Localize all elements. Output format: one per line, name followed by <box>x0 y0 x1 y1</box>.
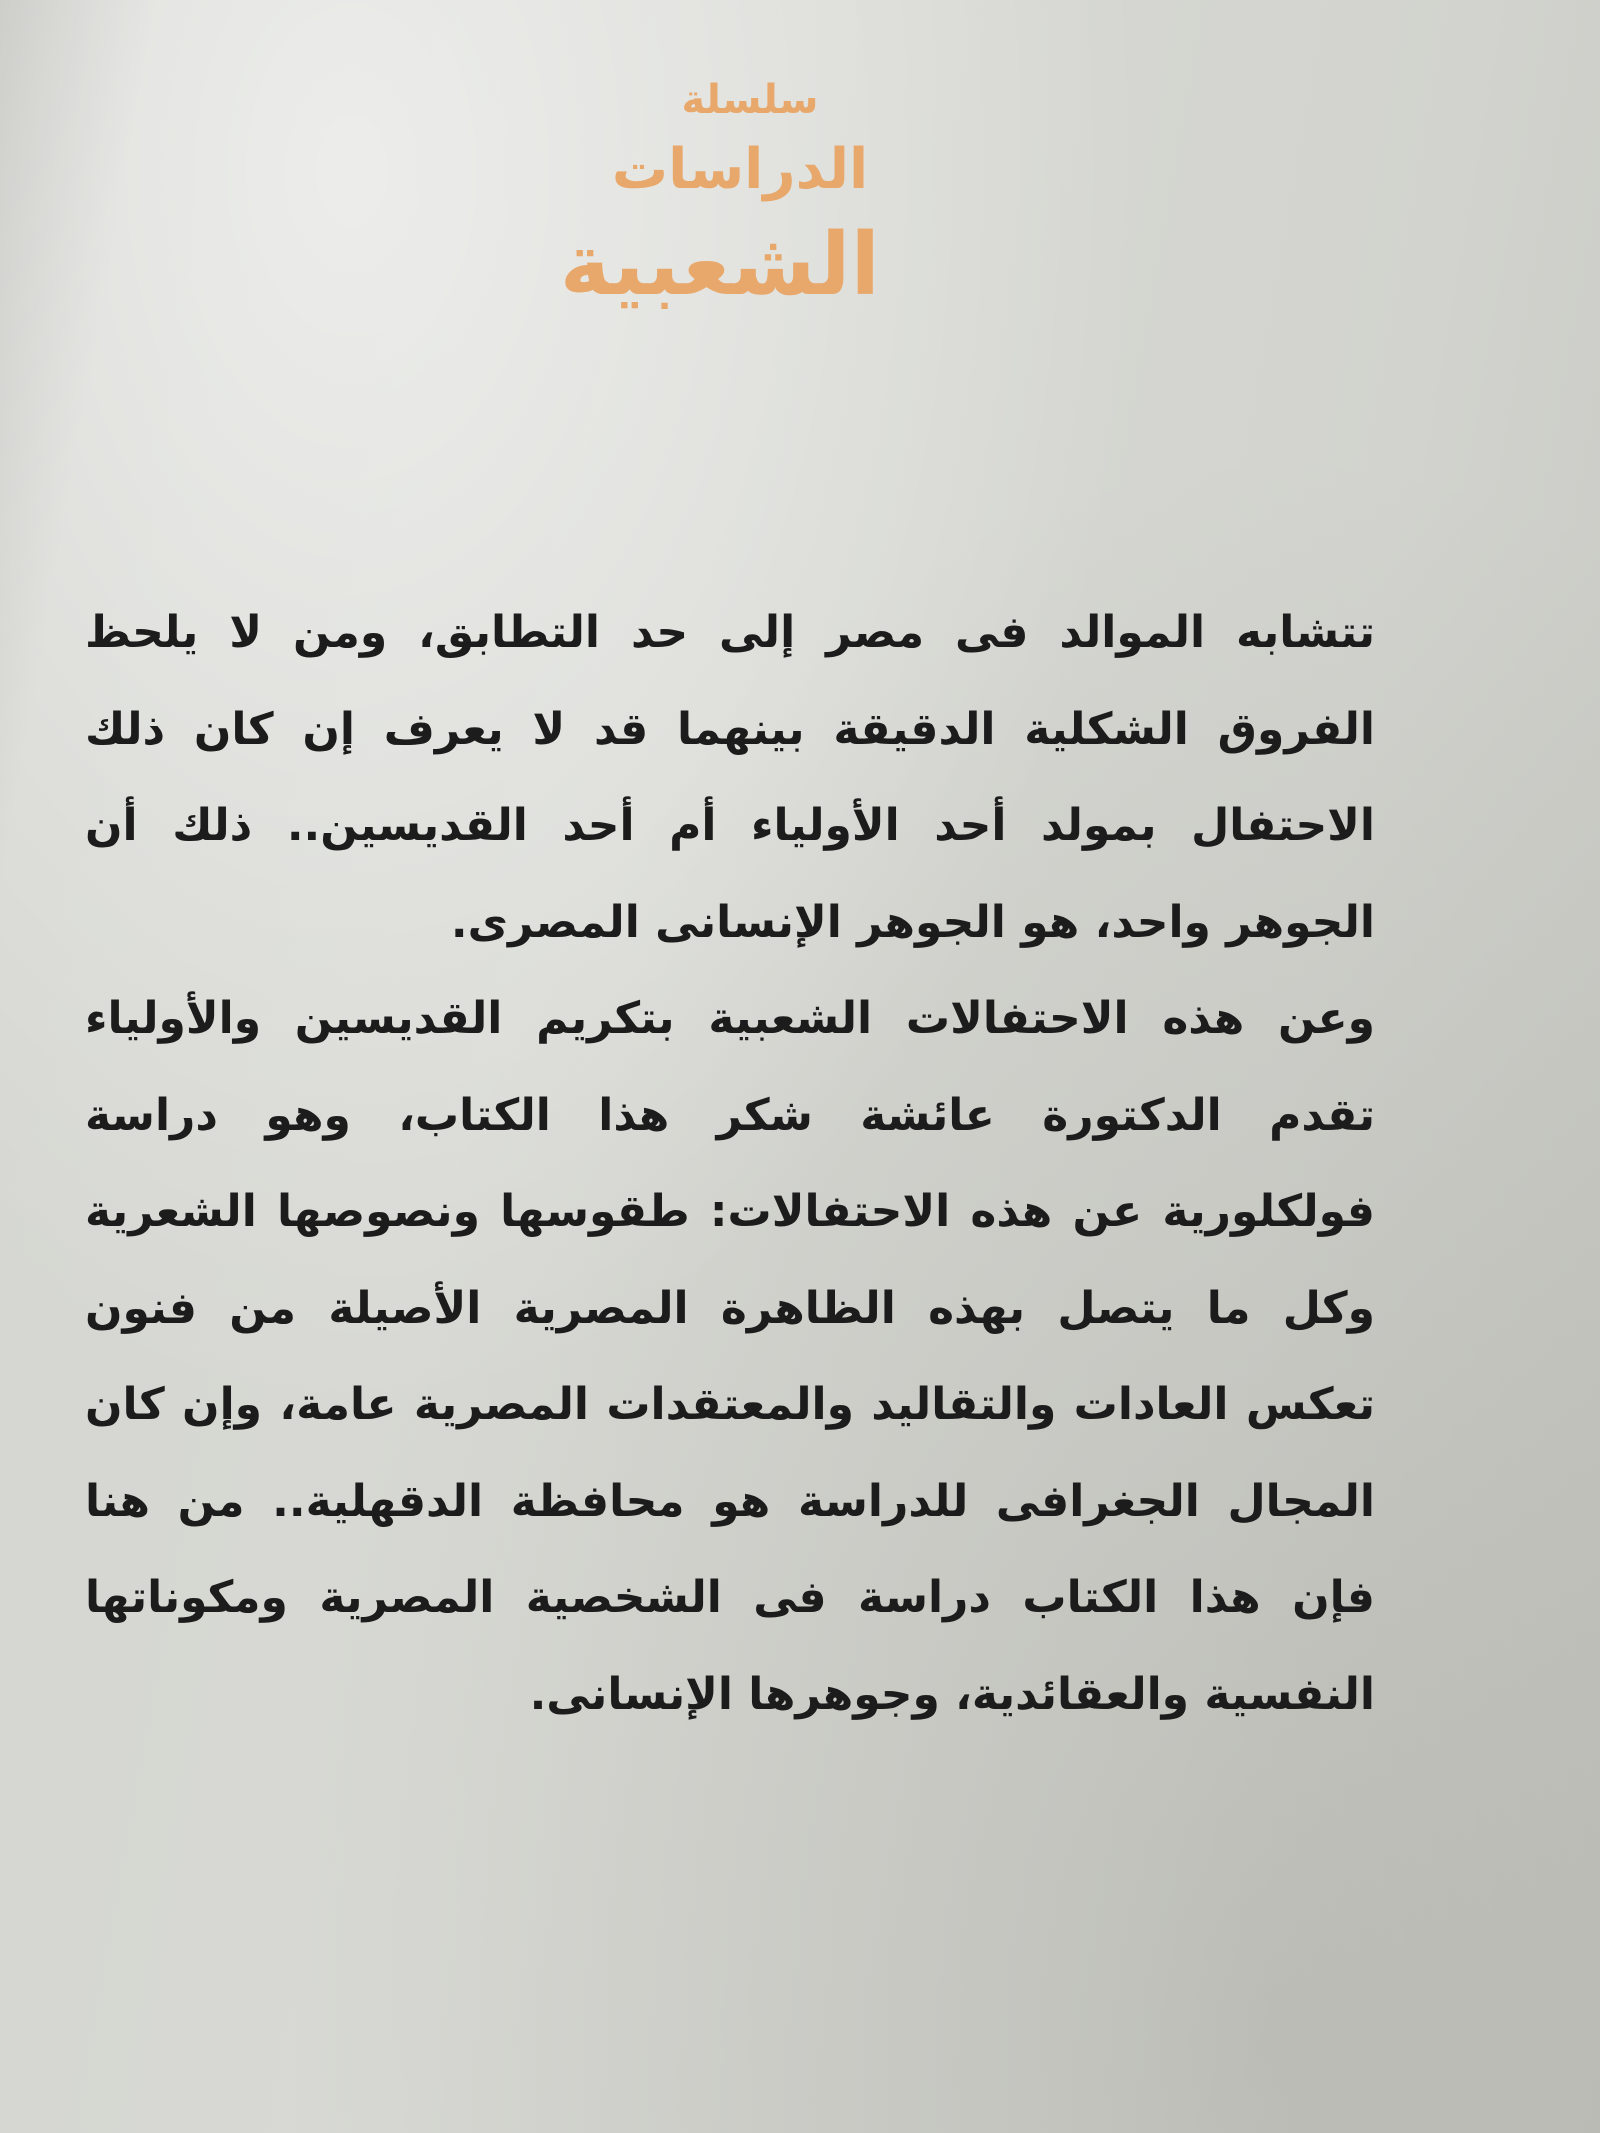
series-title-line-2: الدراسات <box>611 137 869 202</box>
blurb-paragraph-1: تتشابه الموالد فى مصر إلى حد التطابق، ومن لا يلحظ الفروق الشكلية الدقيقة بينهما قد لا يعرف إن كان ذلك الاحتفال بمولد أحد الأولياء أم أحد القديسين.. ذلك أن الجوهر واحد، هو الجوهر الإنسانى المصرى. <box>85 607 1375 948</box>
series-title-line-1: سلسلة <box>681 77 819 123</box>
blurb-text <box>85 585 1375 1743</box>
series-title <box>560 70 880 330</box>
series-title-line-3: الشعبية <box>559 215 880 315</box>
blurb-paragraph-2: وعن هذه الاحتفالات الشعبية بتكريم القديسين والأولياء تقدم الدكتورة عائشة شكر هذا الكتاب، وهو دراسة فولكلورية عن هذه الاحتفالات: طقوسها ونصوصها الشعرية وكل ما يتصل بهذه الظاهرة المصرية الأصيلة من فنون تعكس العادات والتقاليد والمعتقدات المصرية عامة، وإن كان المجال الجغرافى للدراسة هو محافظة الدقهلية.. من هنا فإن هذا الكتاب دراسة فى الشخصية المصرية ومكوناتها النفسية والعقائدية، وجوهرها الإنسانى. <box>85 993 1375 1720</box>
